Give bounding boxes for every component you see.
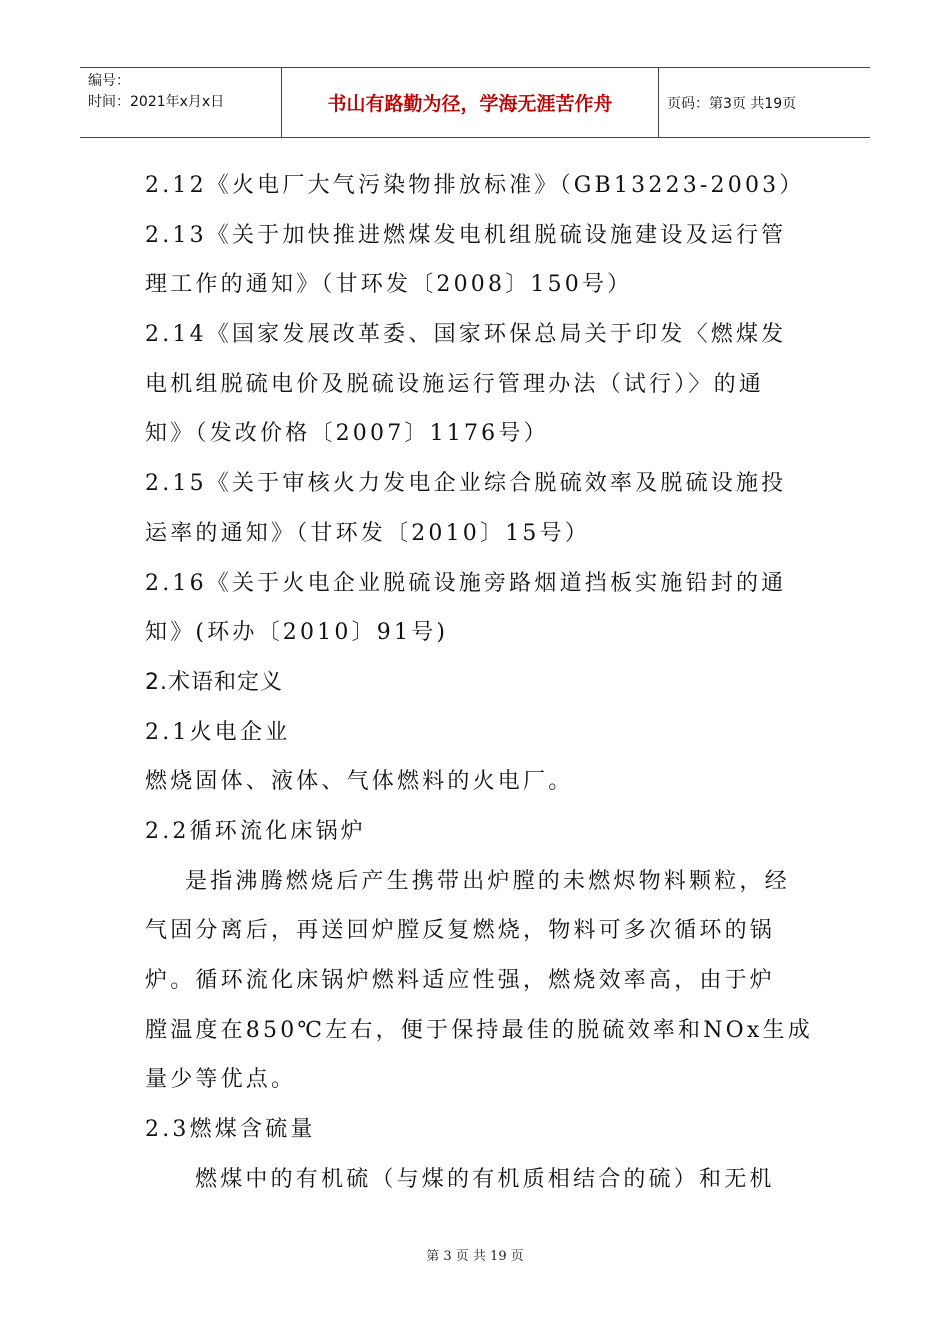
text-line: 理工作的通知》（甘环发〔2008〕150号） [145,272,633,298]
page-header [80,67,870,138]
subsection-heading: 2.2循环流化床锅炉 [145,818,366,844]
text-line: 运率的通知》（甘环发〔2010〕15号） [145,520,590,546]
text-line: 电机组脱硫电价及脱硫设施运行管理办法（试行）〉的通 [145,371,765,397]
text-line: 2.12《火电厂大气污染物排放标准》（GB13223-2003） [145,173,805,198]
section-heading: 2.术语和定义 [145,669,283,695]
header-motto: 书山有路勤为径，学海无涯苦作舟 [282,68,659,137]
text-line: 2.15《关于审核火力发电企业综合脱硫效率及脱硫设施投 [145,471,787,497]
header-page-info: 页码：第3页 共19页 [667,95,797,112]
document-body [145,161,825,1204]
time-label: 时间：2021年x月x日 [88,94,225,110]
text-line: 炉。循环流化床锅炉燃料适应性强，燃烧效率高，由于炉 [145,968,776,993]
subsection-heading: 2.1火电企业 [145,719,291,745]
header-meta [80,68,282,137]
text-line: 2.13《关于加快推进燃煤发电机组脱硫设施建设及运行管 [145,222,787,248]
text-line: 膛温度在850℃左右，便于保持最佳的脱硫效率和NOx生成 [145,1017,813,1043]
number-label: 编号： [88,73,130,89]
text-line: 知》（发改价格〔2007〕1176号） [145,421,549,447]
text-line: 2.16《关于火电企业脱硫设施旁路烟道挡板实施铅封的通 [145,570,787,596]
subsection-heading: 2.3燃煤含硫量 [145,1117,316,1143]
text-line: 2.14《国家发展改革委、国家环保总局关于印发〈燃煤发 [145,322,787,348]
text-line: 燃烧固体、液体、气体燃料的火电厂。 [145,769,574,795]
text-line: 知》(环办〔2010〕91号) [145,620,449,646]
text-line: 气固分离后，再送回炉膛反复燃烧，物料可多次循环的锅 [145,918,776,944]
page-footer: 第 3 页 共 19 页 [426,1249,524,1264]
text-line: 是指沸腾燃烧后产生携带出炉膛的未燃烬物料颗粒，经 [185,868,790,894]
text-line: 量少等优点。 [145,1067,297,1093]
text-line: 燃煤中的有机硫（与煤的有机质相结合的硫）和无机 [195,1166,775,1192]
